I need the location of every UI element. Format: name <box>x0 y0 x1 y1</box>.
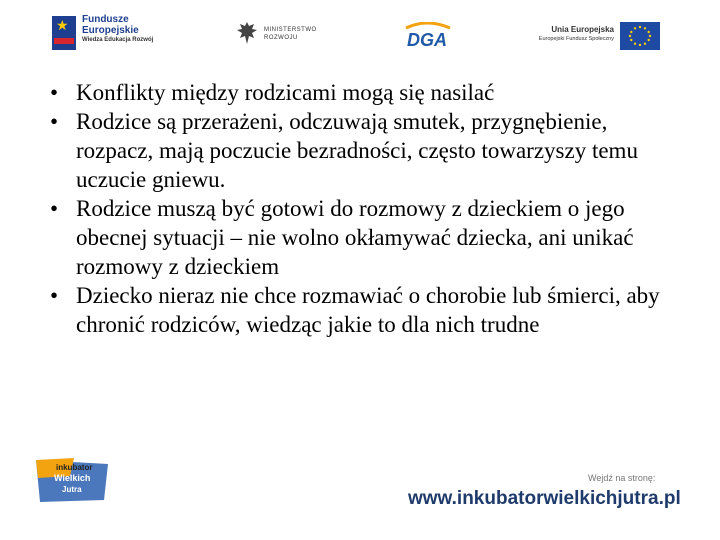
fe-title-line1: Fundusze <box>82 14 129 25</box>
bullet-marker: • <box>50 283 59 308</box>
bullet-marker: • <box>50 109 59 134</box>
eu-flag-icon <box>620 22 660 50</box>
inkubator-line3: Jutra <box>62 485 82 494</box>
inkubator-line2: Wielkich <box>54 473 91 483</box>
bullet-item <box>48 107 688 194</box>
ministerstwo-line1: MINISTERSTWO <box>264 27 317 33</box>
bullet-marker: • <box>50 80 59 105</box>
bullet-text: Dziecko nieraz nie chce rozmawiać o chorobie lub śmierci, aby chronić rodziców, wiedząc jakie to dla nich trudne <box>76 283 660 337</box>
bullet-text: Konflikty między rodzicami mogą się nasilać <box>76 80 495 105</box>
bullet-item <box>48 194 688 281</box>
fe-title-line2: Europejskie <box>82 25 139 36</box>
dga-text: DGA <box>407 30 447 50</box>
bullet-marker: • <box>50 196 59 221</box>
website-link[interactable]: www.inkubatorwielkichjutra.pl <box>408 488 681 509</box>
logo-bar <box>0 0 720 70</box>
unia-europejska-logo <box>524 22 664 52</box>
ministerstwo-logo <box>236 20 336 50</box>
visit-hint: Wejdź na stronę: <box>588 473 656 483</box>
bullet-item <box>48 78 688 107</box>
ue-subtitle: Europejski Fundusz Społeczny <box>538 36 614 42</box>
bullet-text: Rodzice muszą być gotowi do rozmowy z dzieckiem o jego obecnej sytuacji – nie wolno okłamywać dziecka, ani unikać rozmowy z dzieckiem <box>76 196 634 279</box>
ministerstwo-line2: ROZWOJU <box>264 35 298 41</box>
dga-logo <box>400 22 454 52</box>
star-icon: ★ <box>56 18 69 34</box>
bullet-text: Rodzice są przerażeni, odczuwają smutek, przygnębienie, rozpacz, mają poczucie bezradności, często towarzyszy temu uczucie gniewu. <box>76 109 638 192</box>
ue-title: Unia Europejska <box>551 25 614 34</box>
bullet-item <box>48 281 688 339</box>
fundusze-europejskie-logo <box>52 14 172 56</box>
fe-flag-icon <box>52 16 76 50</box>
bullet-list <box>48 78 688 339</box>
fe-subtitle: Wiedza Edukacja Rozwój <box>82 37 154 43</box>
inkubator-logo <box>34 456 110 504</box>
eagle-icon <box>236 20 258 46</box>
slide-content <box>48 78 688 339</box>
inkubator-line1: inkubator <box>56 463 93 472</box>
